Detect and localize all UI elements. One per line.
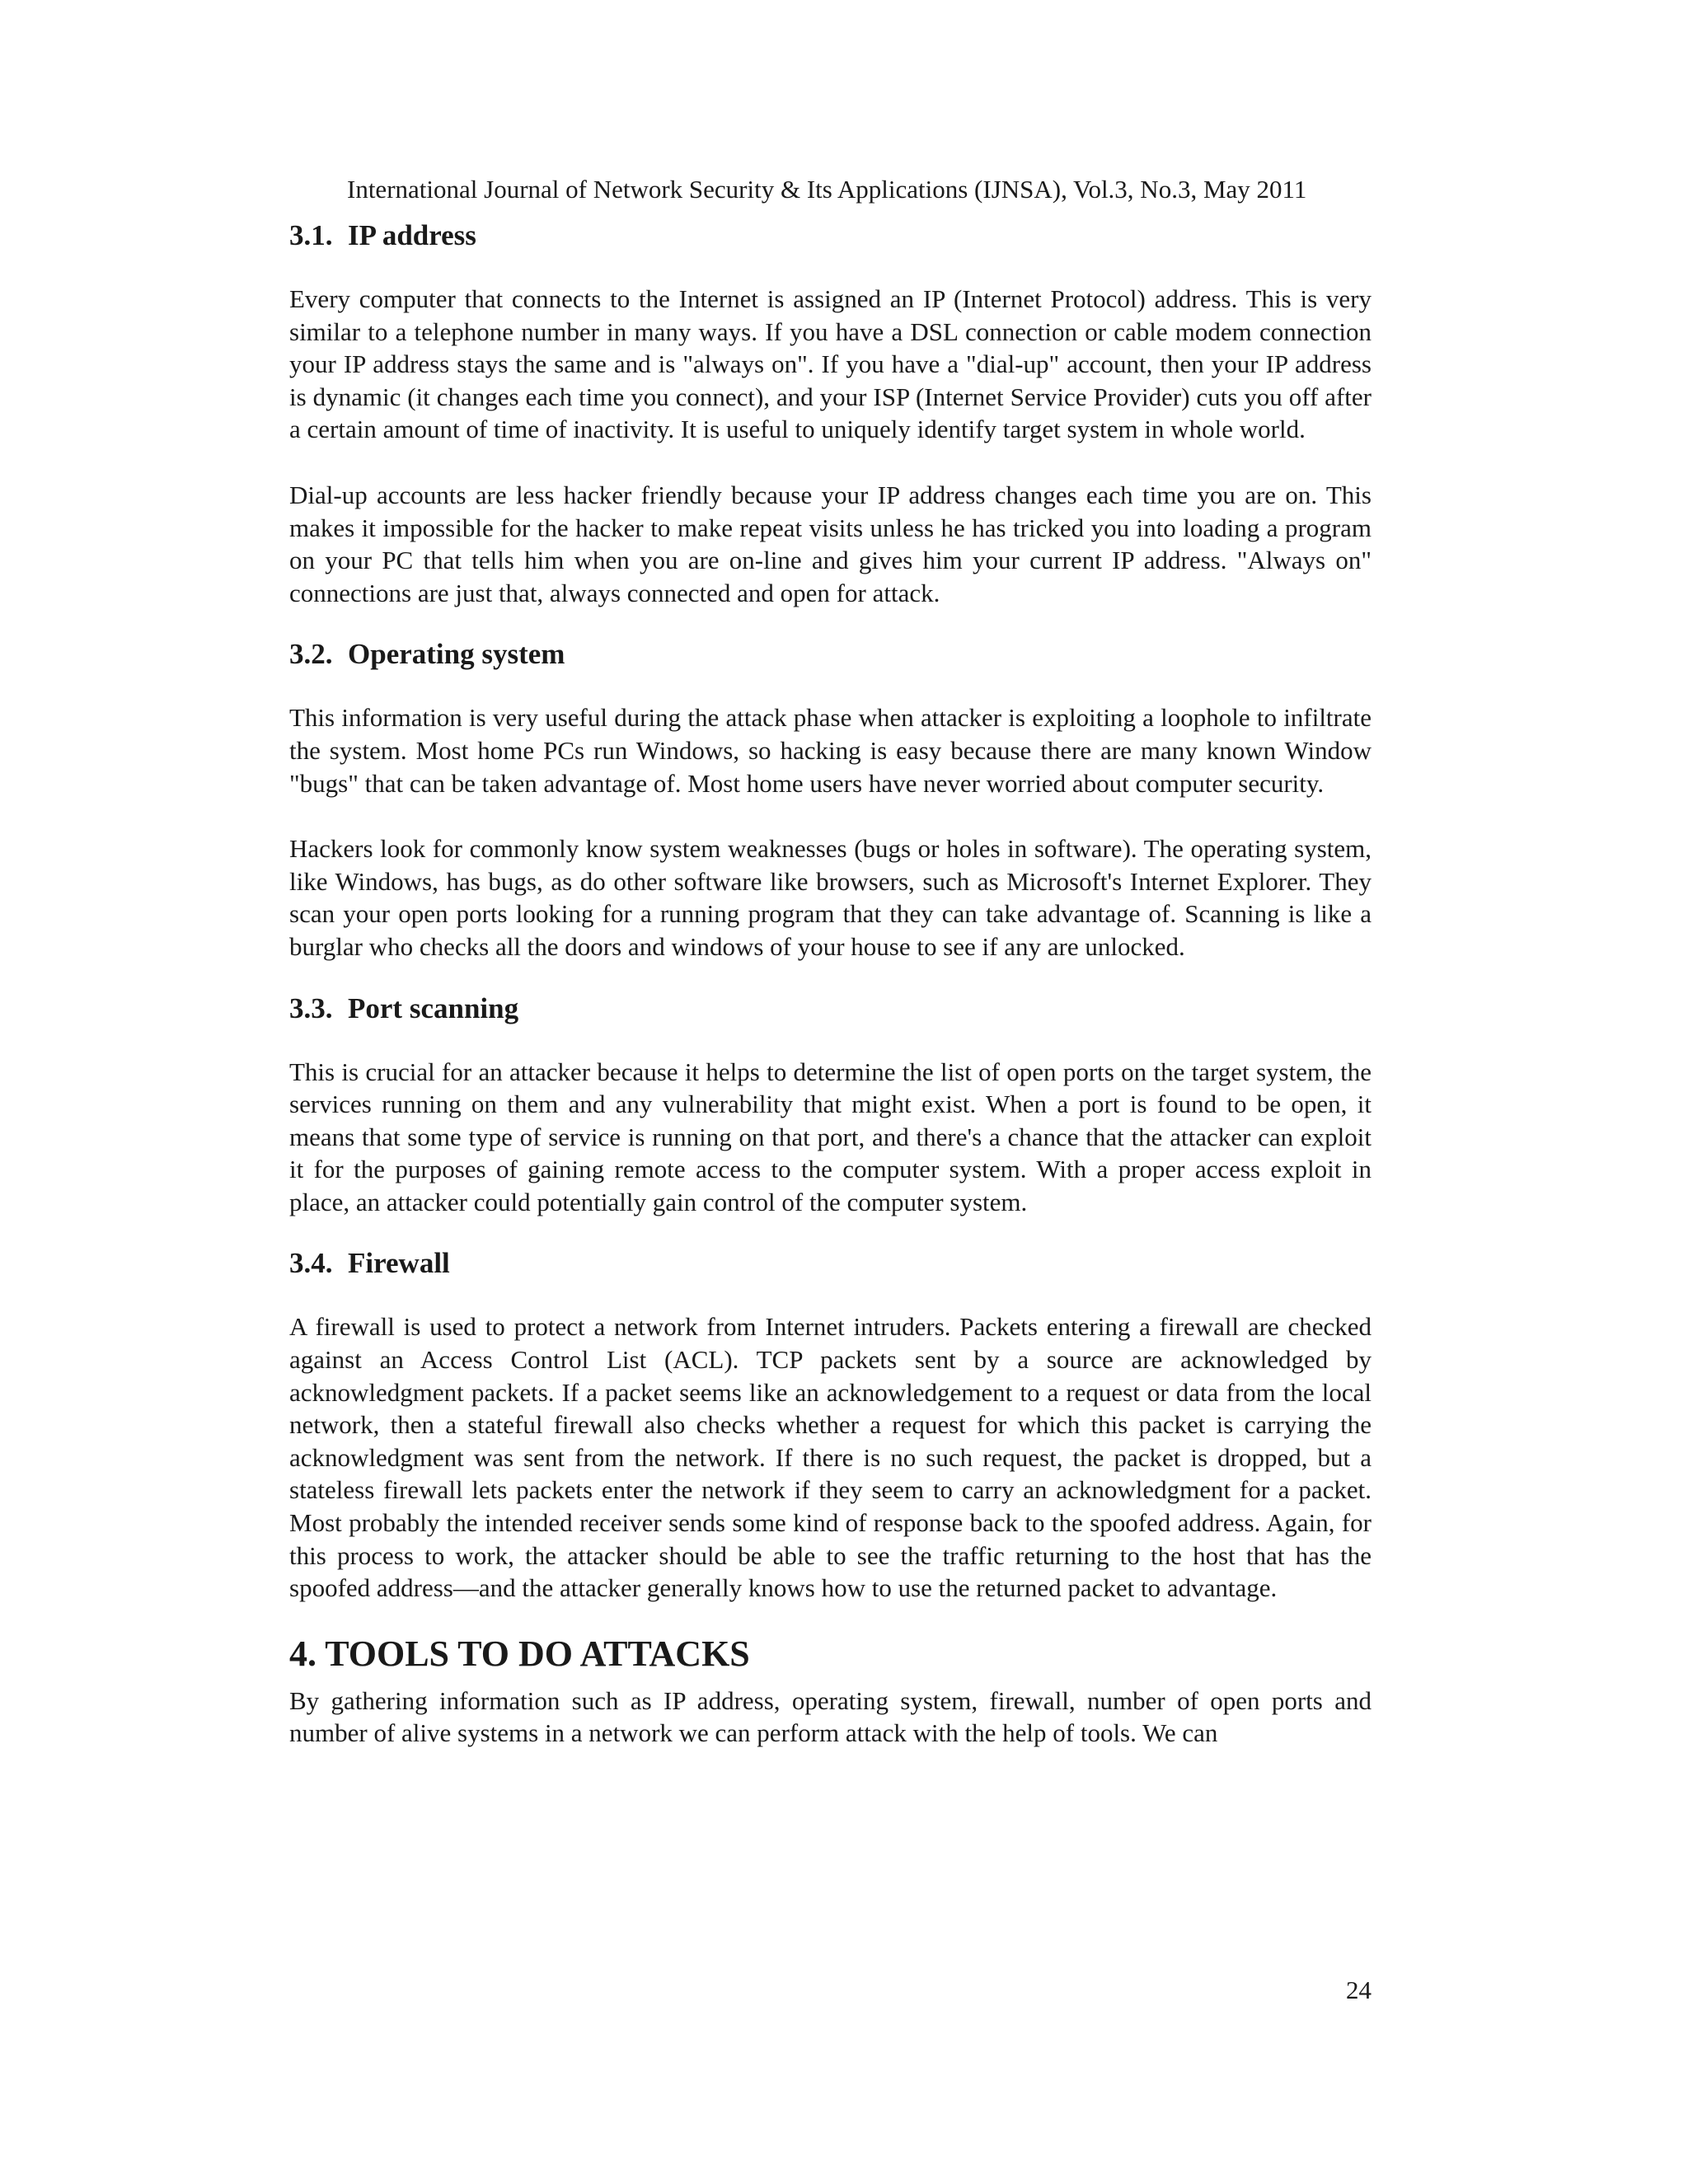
page-body (289, 218, 1372, 1750)
section-number: 3.2. (289, 638, 333, 671)
paragraph: Hackers look for commonly know system weaknesses (bugs or holes in software). The operating system, like Windows, has bugs, as do other software like browsers, such as Microsoft's Internet Explorer. They scan your open ports looking for a running program that they can take advantage of. Scanning is like a burglar who checks all the doors and windows of your house to see if any are unlocked. (289, 834, 1372, 961)
chapter-heading-tools: 4. TOOLS TO DO ATTACKS (289, 1633, 750, 1674)
page-number: 24 (1346, 1975, 1372, 2004)
section-title: Port scanning (348, 991, 519, 1024)
running-header: International Journal of Network Security & Its Applications (IJNSA), Vol.3, No.3, May 2011 (347, 175, 1307, 204)
section-title: Firewall (348, 1247, 450, 1280)
paragraph: By gathering information such as IP address, operating system, firewall, number of open ports and number of alive systems in a network we can perform attack with the help of tools. We can (289, 1685, 1372, 1748)
paragraph: A firewall is used to protect a network from Internet intruders. Packets entering a firewall are checked against an Access Control List (ACL). TCP packets sent by a source are acknowledged by acknowledgment packets. If a packet seems like an acknowledgement to a request or data from the local network, then a stateful firewall also checks whether a request for which this packet is carrying the acknowledgment was sent from the network. If there is no such request, the packet is dropped, but a stateless firewall lets packets enter the network if they seem to carry an acknowledgment for a packet. Most probably the intended receiver sends some kind of response back to the spoofed address. Again, for this process to work, the attacker should be able to see the traffic returning to the host that has the spoofed address—and the attacker generally knows how to use the returned packet to advantage. (289, 1312, 1372, 1603)
section-number: 3.4. (289, 1247, 333, 1280)
paragraph: This is crucial for an attacker because it helps to determine the list of open ports on the target system, the services running on them and any vulnerability that might exist. When a port is found to be open, it means that some type of service is running on that port, and there's a chance that the attacker can exploit it for the purposes of gaining remote access to the computer system. With a proper access exploit in place, an attacker could potentially gain control of the computer system. (289, 1057, 1372, 1216)
section-heading-port-scanning (289, 991, 1372, 1027)
paragraph: This information is very useful during the attack phase when attacker is exploiting a loophole to infiltrate the system. Most home PCs run Windows, so hacking is easy because there are many known Window "bugs" that can be taken advantage of. Most home users have never worried about computer security. (289, 703, 1372, 798)
section-number: 3.1. (289, 219, 333, 251)
section-title: IP address (348, 219, 476, 251)
section-title: Operating system (348, 638, 565, 671)
section-heading-operating-system (289, 636, 1372, 673)
paragraph: Dial-up accounts are less hacker friendly because your IP address changes each time you are on. This makes it impossible for the hacker to make repeat visits unless he has tricked you into loading a program on your PC that tells him when you are on-line and gives him your current IP address. "Always on" connections are just that, always connected and open for attack. (289, 480, 1372, 607)
section-heading-ip-address (289, 218, 1372, 254)
section-heading-firewall (289, 1245, 1372, 1282)
section-number: 3.3. (289, 991, 333, 1024)
paragraph: Every computer that connects to the Internet is assigned an IP (Internet Protocol) address. This is very similar to a telephone number in many ways. If you have a DSL connection or cable modem connection your IP address stays the same and is "always on". If you have a "dial-up" account, then your IP address is dynamic (it changes each time you connect), and your ISP (Internet Service Provider) cuts you off after a certain amount of time of inactivity. It is useful to uniquely identify target system in whole world. (289, 284, 1372, 444)
